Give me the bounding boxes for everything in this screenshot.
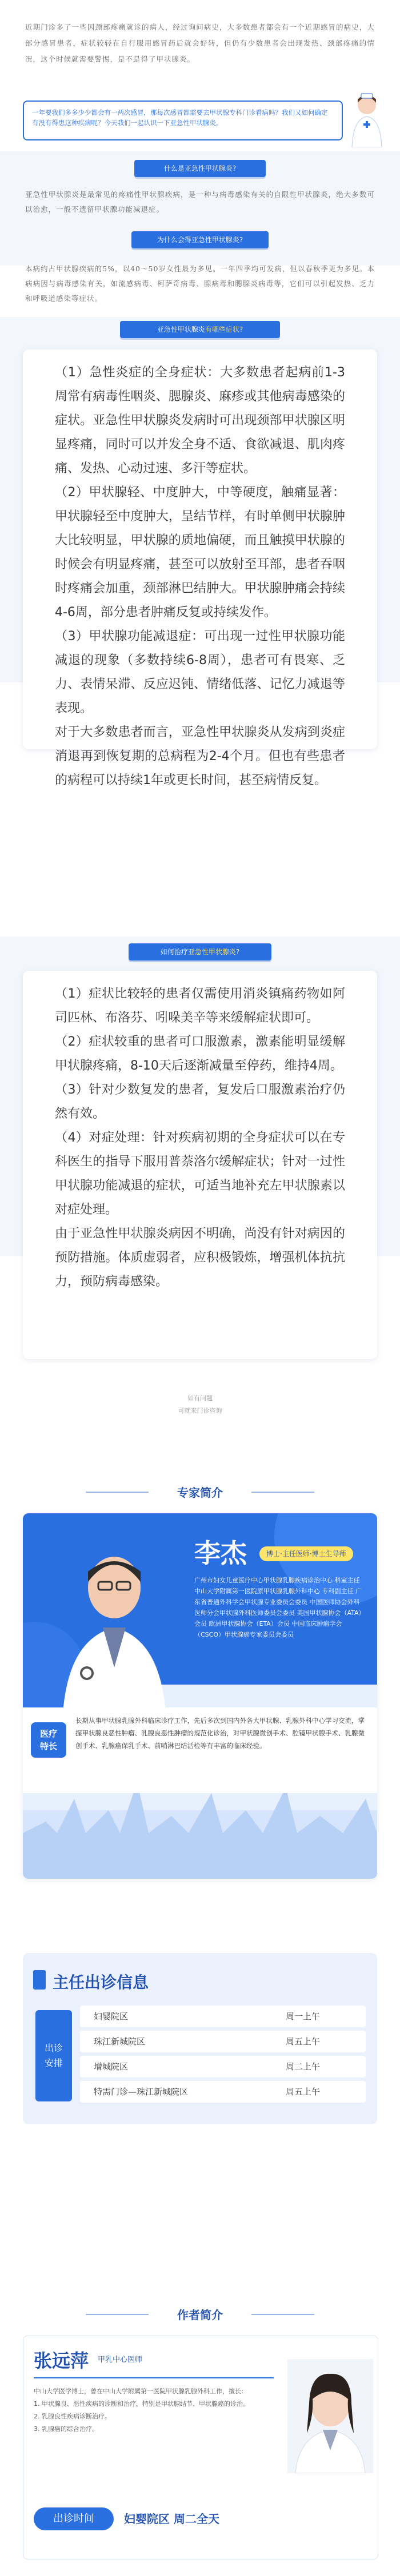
author-heading-line-right <box>251 2314 314 2315</box>
treatment-paragraph-2: （2）症状较重的患者可口服激素，激素能明显缓解甲状腺疼痛，8-10天后逐渐减量至停药，维持4周。 <box>55 1035 345 1073</box>
clinic-time-label: 出诊时间 <box>34 2507 114 2530</box>
author-bio: 中山大学医学博士，曾在中山大学附属第一医院甲状腺乳腺外科工作，擅长： 1. 甲状腺良、恶性疾病的诊断和治疗，特别是甲状腺结节、甲状腺癌的诊治。 2. 乳腺良性疾病诊断治疗。 3. 乳腺癌的综合治疗。 <box>34 2388 249 2433</box>
schedule-title: 主任出诊信息 <box>53 1973 149 1992</box>
author-heading-line-left <box>86 2314 149 2315</box>
treatment-paragraph-4: （4）对症处理：针对疾病初期的全身症状可以在专科医生的指导下服用普萘洛尔缓解症状；针对一过性甲状腺功能减退的症状，可适当地补充左甲状腺素以对症处理。 <box>55 1131 345 1217</box>
schedule-time: 周二上午 <box>286 2061 321 2072</box>
question-callout: 一年要我们多多少少都会有一两次感冒，那每次感冒都需要去甲状腺专科门诊看病吗？我们又如何确定有没有得患这种疾病呢？今天我们一起认识一下亚急性甲状腺炎。 <box>23 101 343 140</box>
author-heading: 作者简介 <box>177 2308 223 2322</box>
author-name: 张远萍 <box>34 2350 89 2372</box>
schedule-tab: 出诊 安排 <box>35 2010 72 2101</box>
section-what-title: 什么是亚急性甲状腺炎? <box>134 160 266 177</box>
treatment-text <box>55 982 345 1294</box>
expert-name: 李杰 <box>194 1538 247 1569</box>
symptom-text <box>55 361 345 793</box>
schedule-row <box>80 2006 366 2027</box>
schedule-time: 周五上午 <box>286 2087 321 2097</box>
symptom-paragraph-3: （3）甲状腺功能减退症：可出现一过性甲状腺功能减退的现象（多数持续6-8周），患者可有畏寒、乏力、表情呆滞、反应迟钝、情绪低落、记忆力减退等表现。 <box>55 629 345 716</box>
schedule-place: 珠江新城院区 <box>94 2036 146 2047</box>
schedule-place: 增城院区 <box>94 2061 129 2072</box>
expert-portrait <box>46 1542 183 1713</box>
symptom-paragraph-2: （2）甲状腺轻、中度肿大，中等硬度，触痛显著：甲状腺轻至中度肿大，呈结节样，有时单侧甲状腺肿大比较明显，甲状腺的质地偏硬，而且触摸甲状腺的时候会有明显疼痛，甚至可以放射至耳部，患者吞咽时疼痛会加重，颈部淋巴结肿大。甲状腺肿痛会持续4-6周，部分患者肿痛反复或持续发作。 <box>55 485 345 620</box>
intro-paragraph: 近期门诊多了一些因颈部疼痛就诊的病人，经过询问病史，大多数患者都会有一个近期感冒的病史，大部分感冒患者，症状较轻在自行服用感冒药后就会好转，但仍有少数患者会出现发热、颈部疼痛的情况，这个时候就需要警惕，是不是得了甲状腺炎。 <box>25 23 375 63</box>
schedule-time: 周一上午 <box>286 2011 321 2022</box>
section-what-body: 亚急性甲状腺炎是最常见的疼痛性甲状腺疾病，是一种与病毒感染有关的自限性甲状腺炎，绝大多数可以治愈，一般不遗留甲状腺功能减退症。 <box>25 190 375 214</box>
treatment-paragraph-5: 由于亚急性甲状腺炎病因不明确，尚没有针对病因的预防措施。体质虚弱者，应积极锻炼，增强机体抗抗力，预防病毒感染。 <box>55 1227 345 1289</box>
schedule-time: 周五上午 <box>286 2036 321 2047</box>
expert-heading-line-right <box>251 1492 314 1493</box>
section-symptom-title: 亚急性甲状腺炎有哪些症状? <box>120 321 280 338</box>
schedule-row <box>80 2081 366 2103</box>
section-treat-title: 如何治疗亚急性甲状腺炎? <box>129 943 271 961</box>
treatment-paragraph-1: （1）症状比较轻的患者仅需使用消炎镇痛药物如阿司匹林、布洛芬、吲哚美辛等来缓解症状即可。 <box>55 987 345 1025</box>
expert-specialty: 长期从事甲状腺乳腺外科临床诊疗工作，先后多次到国内外各大甲状腺、乳腺外科中心学习交流，掌握甲状腺良恶性肿瘤、乳腺良恶性肿瘤的规范化诊治，对甲状腺微创手术、腔镜甲状腺手术、乳腺微创手术、乳腺癌保乳手术、前哨淋巴结活检等有丰富的临床经验。 <box>75 1717 365 1750</box>
author-card <box>23 2336 378 2559</box>
specialty-label: 医疗 特长 <box>31 1722 66 1758</box>
expert-bio: 广州市妇女儿童医疗中心甲状腺乳腺疾病诊治中心 科室主任 中山大学附属第一医院原甲状腺乳腺外科中心 专科副主任 广东省普通外科学会甲状腺专业委员会委员 中国医师协会外科医师分会甲状腺外科医师委员会委员 美国甲状腺协会（ATA）会员 欧洲甲状腺协会（ETA）会员 中国临床肿瘤学会（CSCO）甲状腺癌专家委员会委员 <box>194 1577 365 1638</box>
schedule-title-marker <box>33 1970 46 1990</box>
expert-heading: 专家简介 <box>177 1486 223 1500</box>
author-rule <box>34 2377 274 2378</box>
symptom-paragraph-4: 对于大多数患者而言，亚急性甲状腺炎从发病到炎症消退再到恢复期的总病程为2-4个月。但也有些患者的病程可以持续1年或更长时间，甚至病情反复。 <box>55 725 345 787</box>
author-portrait <box>287 2359 373 2473</box>
nurse-illustration <box>341 90 389 147</box>
schedule-row <box>80 2031 366 2052</box>
schedule-row <box>80 2056 366 2077</box>
expert-card <box>23 1513 377 1879</box>
contact-line-2: 可就来门诊咨询 <box>178 1407 222 1414</box>
author-title: 甲乳中心医师 <box>98 2356 143 2364</box>
section-who-body: 本病约占甲状腺疾病的5%，以40～50岁女性最为多见。一年四季均可发病，但以春秋季更为多见。本病病因与病毒感染有关，如流感病毒、柯萨奇病毒、腺病毒和腮腺炎病毒等，它们可以引起发热、乏力和呼吸道感染等症状。 <box>25 264 375 303</box>
treatment-paragraph-3: （3）针对少数复发的患者，复发后口服激素治疗仍然有效。 <box>55 1083 345 1121</box>
clinic-time-value: 妇婴院区 周二全天 <box>124 2512 219 2526</box>
section-who-title: 为什么会得亚急性甲状腺炎? <box>131 231 269 248</box>
expert-title-tag: 博士·主任医师·博士生导师 <box>259 1546 353 1561</box>
contact-line-1: 如有问题 <box>187 1395 213 1402</box>
schedule-place: 妇婴院区 <box>94 2011 129 2022</box>
symptom-paragraph-1: （1）急性炎症的全身症状：大多数患者起病前1-3周常有病毒性咽炎、腮腺炎、麻疹或其他病毒感染的症状。亚急性甲状腺炎发病时可出现颈部甲状腺区明显疼痛，同时可以并发全身不适、食欲减退、肌肉疼痛、发热、心动过速、多汗等症状。 <box>55 365 345 476</box>
schedule-place: 特需门诊—珠江新城院区 <box>94 2087 189 2097</box>
expert-heading-line-left <box>86 1492 149 1493</box>
